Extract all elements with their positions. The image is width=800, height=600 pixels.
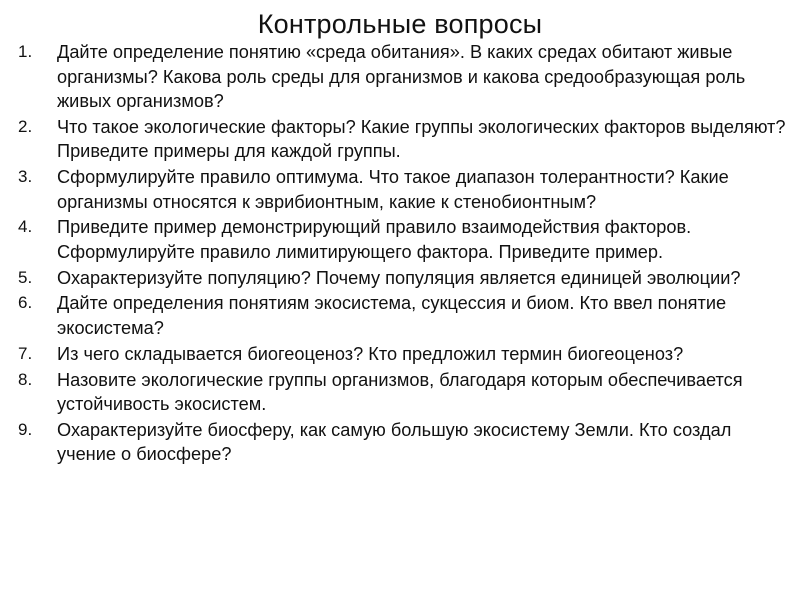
- question-text: Сформулируйте правило оптимума. Что такое диапазон толерантности? Какие организмы относятся к эврибионтным, какие к стенобионтным?: [57, 167, 729, 212]
- question-number: 7.: [18, 343, 33, 363]
- question-item: [0, 40, 790, 114]
- question-number: 5.: [18, 267, 33, 287]
- question-number: 1.: [18, 42, 33, 61]
- question-text: Дайте определение понятию «среда обитания». В каких средах обитают живые организмы? Какова роль среды для организмов и какова средообразующая роль живых организмов?: [57, 42, 746, 111]
- question-text: Назовите экологические группы организмов, благодаря которым обеспечивается устойчивость экосистем.: [57, 369, 743, 415]
- question-text: Что такое экологические факторы? Какие группы экологических факторов выделяют? Приведите примеры для каждой группы.: [57, 116, 786, 162]
- question-item: [0, 418, 790, 467]
- question-number: 2.: [18, 116, 33, 136]
- question-text: Охарактеризуйте популяцию? Почему популяция является единицей эволюции?: [57, 267, 741, 288]
- question-number: 4.: [18, 217, 33, 237]
- question-item: [0, 215, 790, 264]
- question-item: [0, 115, 790, 164]
- questions-list: [0, 40, 790, 468]
- question-number: 3.: [18, 167, 33, 187]
- question-item: [0, 291, 790, 340]
- question-number: 9.: [18, 419, 33, 439]
- question-text: Приведите пример демонстрирующий правило взаимодействия факторов. Сформулируйте правило лимитирующего фактора. Приведите пример.: [57, 217, 692, 262]
- question-number: 6.: [18, 293, 33, 313]
- question-text: Охарактеризуйте биосферу, как самую большую экосистему Земли. Кто создал учение о биосфере?: [57, 419, 732, 465]
- question-text: Дайте определения понятиям экосистема, сукцессия и биом. Кто ввел понятие экосистема?: [57, 293, 727, 338]
- slide-title: Контрольные вопросы: [257, 9, 543, 39]
- question-item: [0, 368, 790, 417]
- question-item: [0, 165, 790, 214]
- question-number: 8.: [18, 369, 33, 389]
- question-item: [0, 266, 790, 291]
- question-item: [0, 342, 790, 367]
- question-text: Из чего складывается биогеоценоз? Кто предложил термин биогеоценоз?: [57, 343, 684, 364]
